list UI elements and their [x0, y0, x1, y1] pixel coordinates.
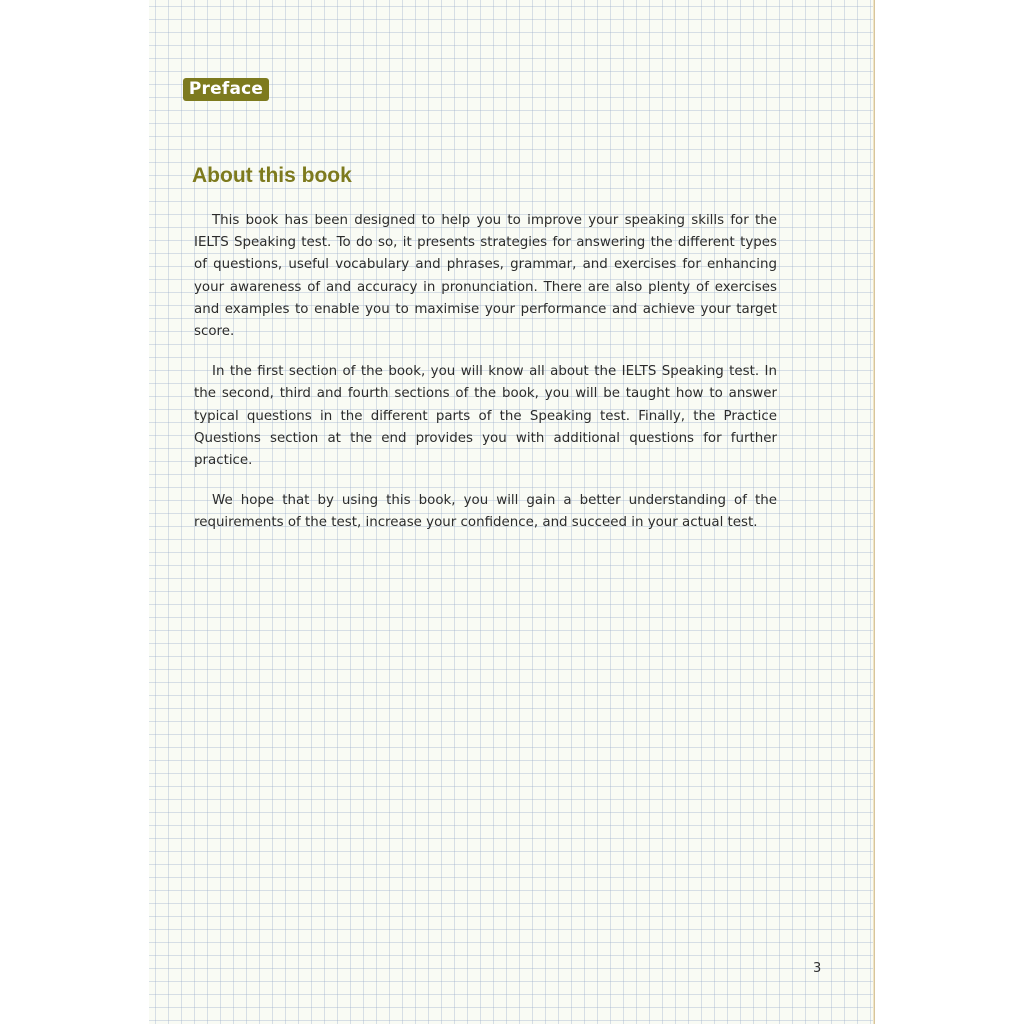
paragraph: We hope that by using this book, you will gain a better understanding of the requirements of the test, increase your confidence, and succeed in your actual test.	[194, 493, 777, 531]
page-number: 3	[813, 961, 822, 976]
section-badge: Preface	[183, 78, 269, 101]
paragraph: In the first section of the book, you will know all about the IELTS Speaking test. In the second, third and fourth sections of the book, you will be taught how to answer typical questions in the different parts of the Speaking test. Finally, the Practice Questions section at the end provides you with additional questions for further practice.	[194, 364, 777, 469]
paragraph: This book has been designed to help you to improve your speaking skills for the IELTS Speaking test. To do so, it presents strategies for answering the different types of questions, useful vocabulary and phrases, grammar, and exercises for enhancing your awareness of and accuracy in pronunciation. There are also plenty of exercises and examples to enable you to maximise your performance and achieve your target score.	[194, 213, 777, 340]
book-page	[149, 0, 875, 1024]
page-title: About this book	[192, 164, 352, 187]
body-text	[194, 210, 777, 553]
